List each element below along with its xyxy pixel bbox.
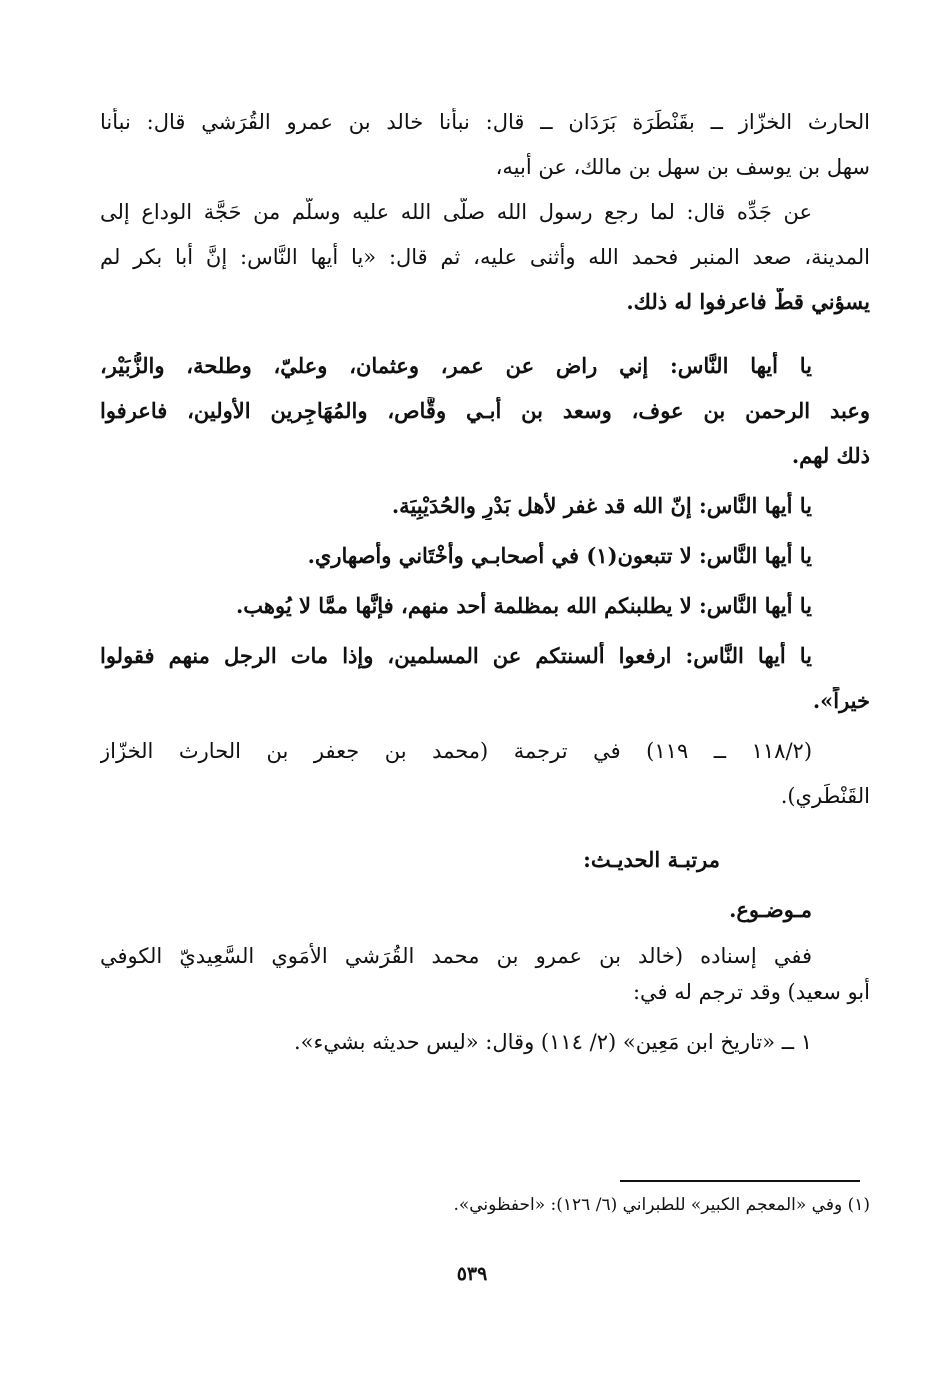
text-line: يسؤني قطّ فاعرفوا له ذلك.	[626, 289, 870, 314]
text-line: يا أيها النَّاس: ارفعوا ألسنتكم عن المسلمين، وإذا مات الرجل منهم فقولوا	[100, 643, 812, 668]
text-line: مـوضـوع.	[729, 897, 812, 922]
text-line: خيراً».	[812, 688, 870, 713]
text-line: (١١٨/٢ ــ ١١٩) في ترجمة (محمد بن جعفر بن الحارث الخزّاز	[100, 739, 813, 763]
section-heading: مرتبـة الحديـث:	[583, 847, 720, 872]
page-body	[100, 108, 870, 1056]
text-line: المدينة، صعد المنبر فحمد الله وأثنى عليه، ثم قال: «يا أيها النَّاس: إنَّ أبا بكر لم	[100, 245, 870, 269]
page-number: ٥٣٩	[456, 1263, 488, 1285]
text-line: ذلك لهم.	[791, 443, 870, 468]
text-line: ١ ــ «تاريخ ابن مَعِين» (٢/ ١١٤) وقال: «ليس حديثه بشيء».	[294, 1030, 812, 1054]
text-line: ففي إسناده (خالد بن عمرو بن محمد القُرَشي الأُمَوي السَّعِيديّ الكوفي	[100, 944, 812, 968]
text-line: يا أيها النَّاس: إنّ الله قد غفر لأهل بَدْرٍ والحُدَيْبِيَة.	[391, 493, 812, 518]
text-line: سهل بن يوسف بن سهل بن مالك، عن أبيه،	[495, 155, 870, 179]
text-line: وعبد الرحمن بن عوف، وسعد بن أبـي وقَّاص، والمُهَاجِرين الأولين، فاعرفوا	[100, 398, 870, 423]
text-line: القَنْطَري).	[780, 784, 870, 808]
text-line: عن جَدِّه قال: لما رجع رسول الله صلَّى الله عليه وسلَّم من حَجَّة الوداع إلى	[100, 200, 812, 224]
text-line: يا أيها النَّاس: إني راضٍ عن عمر، وعثمان، وعليّ، وطلحة، والزُّبَيْر،	[100, 353, 812, 378]
text-line: يا أيها النَّاس: لا تتبعون(١) في أصحابـي وأَخْتَاني وأصهاري.	[307, 543, 812, 568]
text-line: أبو سعيد) وقد ترجم له في:	[632, 980, 870, 1004]
footnote-separator	[620, 1180, 860, 1182]
footnote: (١) وفي «المعجم الكبير» للطبراني (٦/ ١٢٦): «احفظوني».	[453, 1195, 870, 1215]
text-line: الحارث الخزّاز ــ بقَنْطَرَة بَرَدَان ــ قال: نبأنا خالد بن عمرو القُرَشي قال: نبأنا	[100, 110, 870, 134]
text-line: يا أيها النَّاس: لا يطلبنكم الله بمظلمة أحد منهم، فإنَّها ممَّا لا يُوهب.	[235, 593, 812, 618]
